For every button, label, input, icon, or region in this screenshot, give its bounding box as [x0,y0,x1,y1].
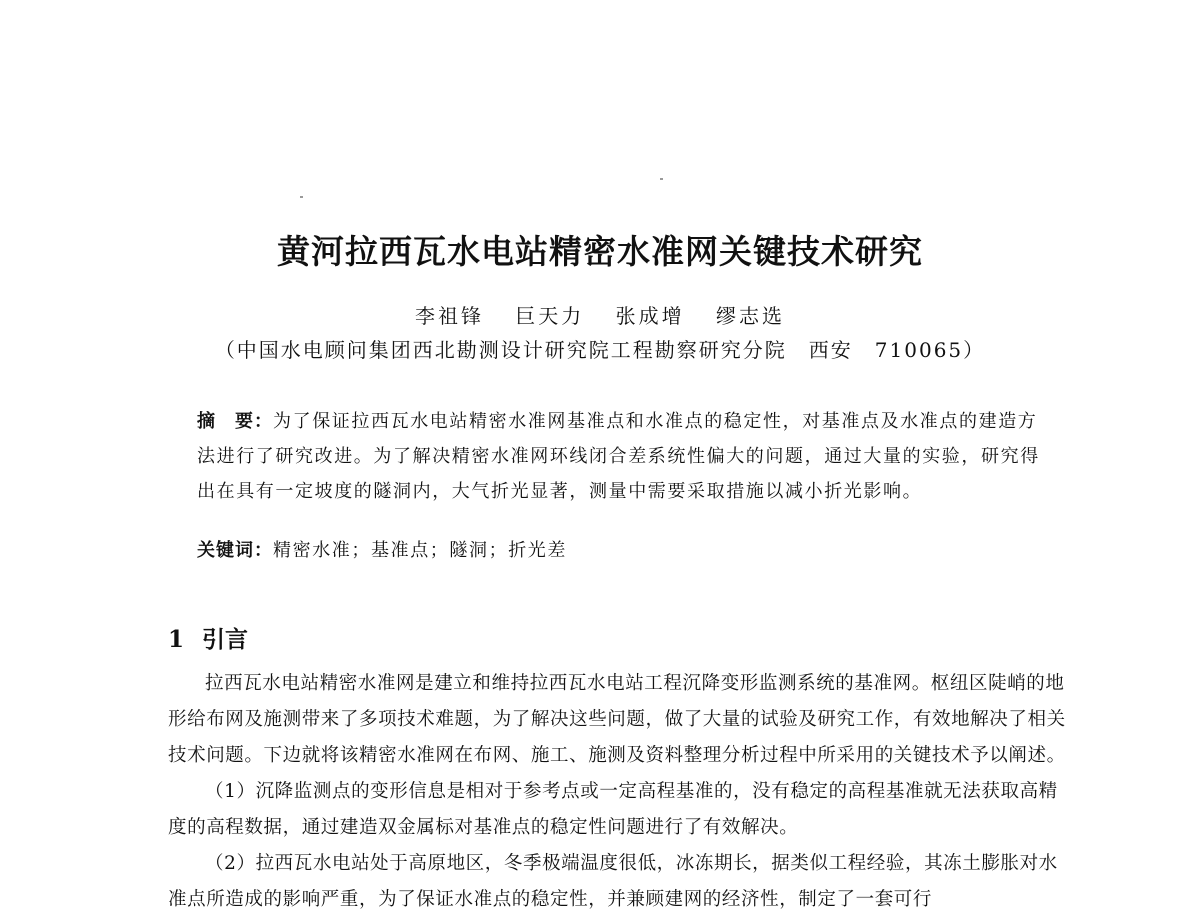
abstract-text: 为了保证拉西瓦水电站精密水准网基准点和水准点的稳定性，对基准点及水准点的建造方法进行了研究改进。为了解决精密水准网环线闭合差系统性偏大的问题，通过大量的实验，研究得出在具有一定坡度的隧洞内，大气折光显著，测量中需要采取措施以减小折光影响。 [197,411,1040,502]
keywords [197,536,567,562]
keywords-label: 关键词： [197,540,273,561]
section-number: 1 [168,626,185,653]
section-title: 引言 [202,626,249,653]
body-paragraph: （2）拉西瓦水电站处于高原地区，冬季极端温度很低，冰冻期长，据类似工程经验，其冻土膨胀对水准点所造成的影响严重，为了保证水准点的稳定性，并兼顾建网的经济性，制定了一套可行 [168,853,1058,910]
abstract-label: 摘 要： [197,411,273,432]
keywords-text: 精密水准；基准点；隧洞；折光差 [273,540,567,561]
body-text [168,666,1068,918]
author-affiliation: （中国水电顾问集团西北勘测设计研究院工程勘察研究分院 西安 710065） [214,338,986,362]
author-list: 李祖锋 巨天力 张成增 缪志选 [414,304,786,328]
body-paragraph: （1）沉降监测点的变形信息是相对于参考点或一定高程基准的，没有稳定的高程基准就无法获取高精度的高程数据，通过建造双金属标对基准点的稳定性问题进行了有效解决。 [168,781,1058,838]
section-heading [168,621,248,654]
scan-speck [660,178,663,180]
scan-speck [300,196,303,198]
paper-title: 黄河拉西瓦水电站精密水准网关键技术研究 [277,232,923,271]
abstract [197,404,1047,509]
body-paragraph: 拉西瓦水电站精密水准网是建立和维持拉西瓦水电站工程沉降变形监测系统的基准网。枢纽区陡峭的地形给布网及施测带来了多项技术难题，为了解决这些问题，做了大量的试验及研究工作，有效地解决了相关技术问题。下边就将该精密水准网在布网、施工、施测及资料整理分析过程中所采用的关键技术予以阐述。 [168,673,1066,766]
